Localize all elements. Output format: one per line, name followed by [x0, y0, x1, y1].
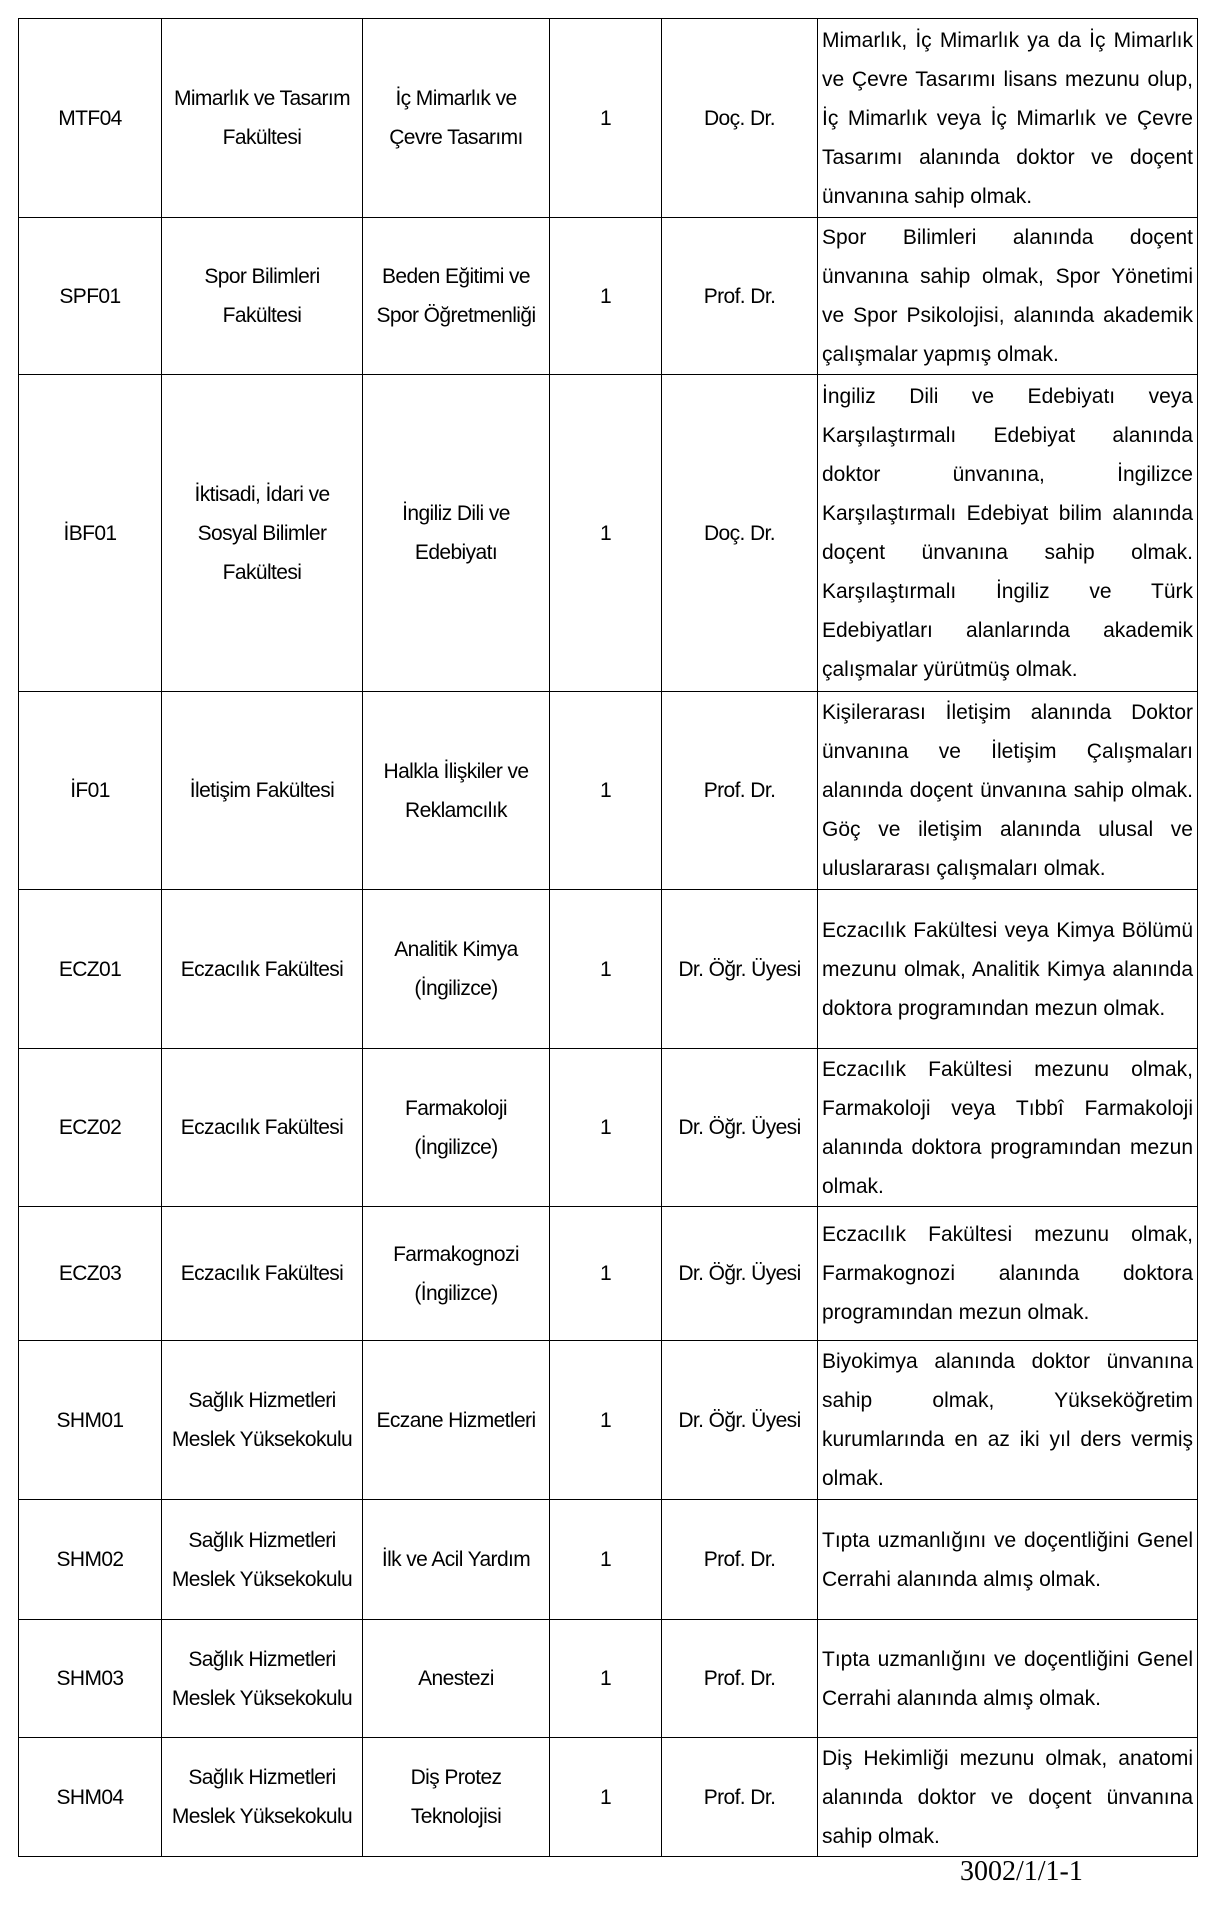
position-code: İBF01: [19, 375, 162, 692]
faculty-name: Sağlık Hizmetleri Meslek Yüksekokulu: [162, 1341, 363, 1500]
position-code: ECZ02: [19, 1049, 162, 1207]
table-row: [19, 19, 1198, 218]
document-number: 3002/1/1-1: [960, 1856, 1083, 1887]
position-count: 1: [550, 890, 662, 1049]
position-count: 1: [550, 1049, 662, 1207]
requirements-text: Spor Bilimleri alanında doçent ünvanına sahip olmak, Spor Yönetimi ve Spor Psikolojisi, alanında akademik çalışmalar yapmış olmak.: [818, 218, 1198, 375]
department-name: Anestezi: [363, 1620, 550, 1738]
position-code: SHM01: [19, 1341, 162, 1500]
requirements-text: Eczacılık Fakültesi mezunu olmak, Farmakognozi alanında doktora programından mezun olmak.: [818, 1207, 1198, 1341]
academic-title: Dr. Öğr. Üyesi: [662, 1341, 818, 1500]
position-count: 1: [550, 19, 662, 218]
faculty-name: İletişim Fakültesi: [162, 692, 363, 890]
department-name: İlk ve Acil Yardım: [363, 1500, 550, 1620]
position-code: İF01: [19, 692, 162, 890]
faculty-name: Mimarlık ve Tasarım Fakültesi: [162, 19, 363, 218]
requirements-text: Eczacılık Fakültesi veya Kimya Bölümü mezunu olmak, Analitik Kimya alanında doktora programından mezun olmak.: [818, 890, 1198, 1049]
academic-title: Prof. Dr.: [662, 692, 818, 890]
position-code: SHM03: [19, 1620, 162, 1738]
position-code: ECZ03: [19, 1207, 162, 1341]
position-count: 1: [550, 218, 662, 375]
position-count: 1: [550, 692, 662, 890]
table-row: [19, 890, 1198, 1049]
academic-title: Doç. Dr.: [662, 375, 818, 692]
academic-title: Prof. Dr.: [662, 1500, 818, 1620]
department-name: İç Mimarlık ve Çevre Tasarımı: [363, 19, 550, 218]
academic-title: Doç. Dr.: [662, 19, 818, 218]
table-row: [19, 1500, 1198, 1620]
requirements-text: İngiliz Dili ve Edebiyatı veya Karşılaştırmalı Edebiyat alanında doktor ünvanına, İngilizce Karşılaştırmalı Edebiyat bilim alanında doçent ünvanına sahip olmak. Karşılaştırmalı İngiliz ve Türk Edebiyatları alanlarında akademik çalışmalar yürütmüş olmak.: [818, 375, 1198, 692]
academic-title: Dr. Öğr. Üyesi: [662, 1207, 818, 1341]
position-count: 1: [550, 1620, 662, 1738]
department-name: İngiliz Dili ve Edebiyatı: [363, 375, 550, 692]
requirements-text: Tıpta uzmanlığını ve doçentliğini Genel Cerrahi alanında almış olmak.: [818, 1500, 1198, 1620]
faculty-name: Sağlık Hizmetleri Meslek Yüksekokulu: [162, 1500, 363, 1620]
position-code: SHM04: [19, 1738, 162, 1857]
department-name: Farmakognozi (İngilizce): [363, 1207, 550, 1341]
department-name: Analitik Kimya (İngilizce): [363, 890, 550, 1049]
requirements-text: Eczacılık Fakültesi mezunu olmak, Farmakoloji veya Tıbbî Farmakoloji alanında doktora programından mezun olmak.: [818, 1049, 1198, 1207]
table-row: [19, 375, 1198, 692]
position-count: 1: [550, 1738, 662, 1857]
table-row: [19, 1207, 1198, 1341]
position-code: ECZ01: [19, 890, 162, 1049]
table-row: [19, 692, 1198, 890]
faculty-name: Sağlık Hizmetleri Meslek Yüksekokulu: [162, 1620, 363, 1738]
position-count: 1: [550, 375, 662, 692]
table-row: [19, 1738, 1198, 1857]
department-name: Halkla İlişkiler ve Reklamcılık: [363, 692, 550, 890]
academic-title: Prof. Dr.: [662, 218, 818, 375]
department-name: Beden Eğitimi ve Spor Öğretmenliği: [363, 218, 550, 375]
position-code: MTF04: [19, 19, 162, 218]
table-row: [19, 1341, 1198, 1500]
positions-table: [18, 18, 1198, 1857]
table-row: [19, 1049, 1198, 1207]
faculty-name: Spor Bilimleri Fakültesi: [162, 218, 363, 375]
requirements-text: Diş Hekimliği mezunu olmak, anatomi alanında doktor ve doçent ünvanına sahip olmak.: [818, 1738, 1198, 1857]
department-name: Diş Protez Teknolojisi: [363, 1738, 550, 1857]
department-name: Farmakoloji (İngilizce): [363, 1049, 550, 1207]
academic-title: Prof. Dr.: [662, 1620, 818, 1738]
faculty-name: Eczacılık Fakültesi: [162, 1207, 363, 1341]
requirements-text: Mimarlık, İç Mimarlık ya da İç Mimarlık ve Çevre Tasarımı lisans mezunu olup, İç Mimarlık veya İç Mimarlık ve Çevre Tasarımı alanında doktor ve doçent ünvanına sahip olmak.: [818, 19, 1198, 218]
faculty-name: İktisadi, İdari ve Sosyal Bilimler Fakültesi: [162, 375, 363, 692]
faculty-name: Sağlık Hizmetleri Meslek Yüksekokulu: [162, 1738, 363, 1857]
position-code: SHM02: [19, 1500, 162, 1620]
position-code: SPF01: [19, 218, 162, 375]
faculty-name: Eczacılık Fakültesi: [162, 890, 363, 1049]
table-row: [19, 1620, 1198, 1738]
requirements-text: Kişilerarası İletişim alanında Doktor ünvanına ve İletişim Çalışmaları alanında doçent ünvanına sahip olmak. Göç ve iletişim alanında ulusal ve uluslararası çalışmaları olmak.: [818, 692, 1198, 890]
requirements-text: Tıpta uzmanlığını ve doçentliğini Genel Cerrahi alanında almış olmak.: [818, 1620, 1198, 1738]
position-count: 1: [550, 1500, 662, 1620]
position-count: 1: [550, 1341, 662, 1500]
faculty-name: Eczacılık Fakültesi: [162, 1049, 363, 1207]
academic-title: Dr. Öğr. Üyesi: [662, 1049, 818, 1207]
academic-title: Prof. Dr.: [662, 1738, 818, 1857]
department-name: Eczane Hizmetleri: [363, 1341, 550, 1500]
academic-title: Dr. Öğr. Üyesi: [662, 890, 818, 1049]
requirements-text: Biyokimya alanında doktor ünvanına sahip olmak, Yükseköğretim kurumlarında en az iki yıl ders vermiş olmak.: [818, 1341, 1198, 1500]
table-row: [19, 218, 1198, 375]
position-count: 1: [550, 1207, 662, 1341]
